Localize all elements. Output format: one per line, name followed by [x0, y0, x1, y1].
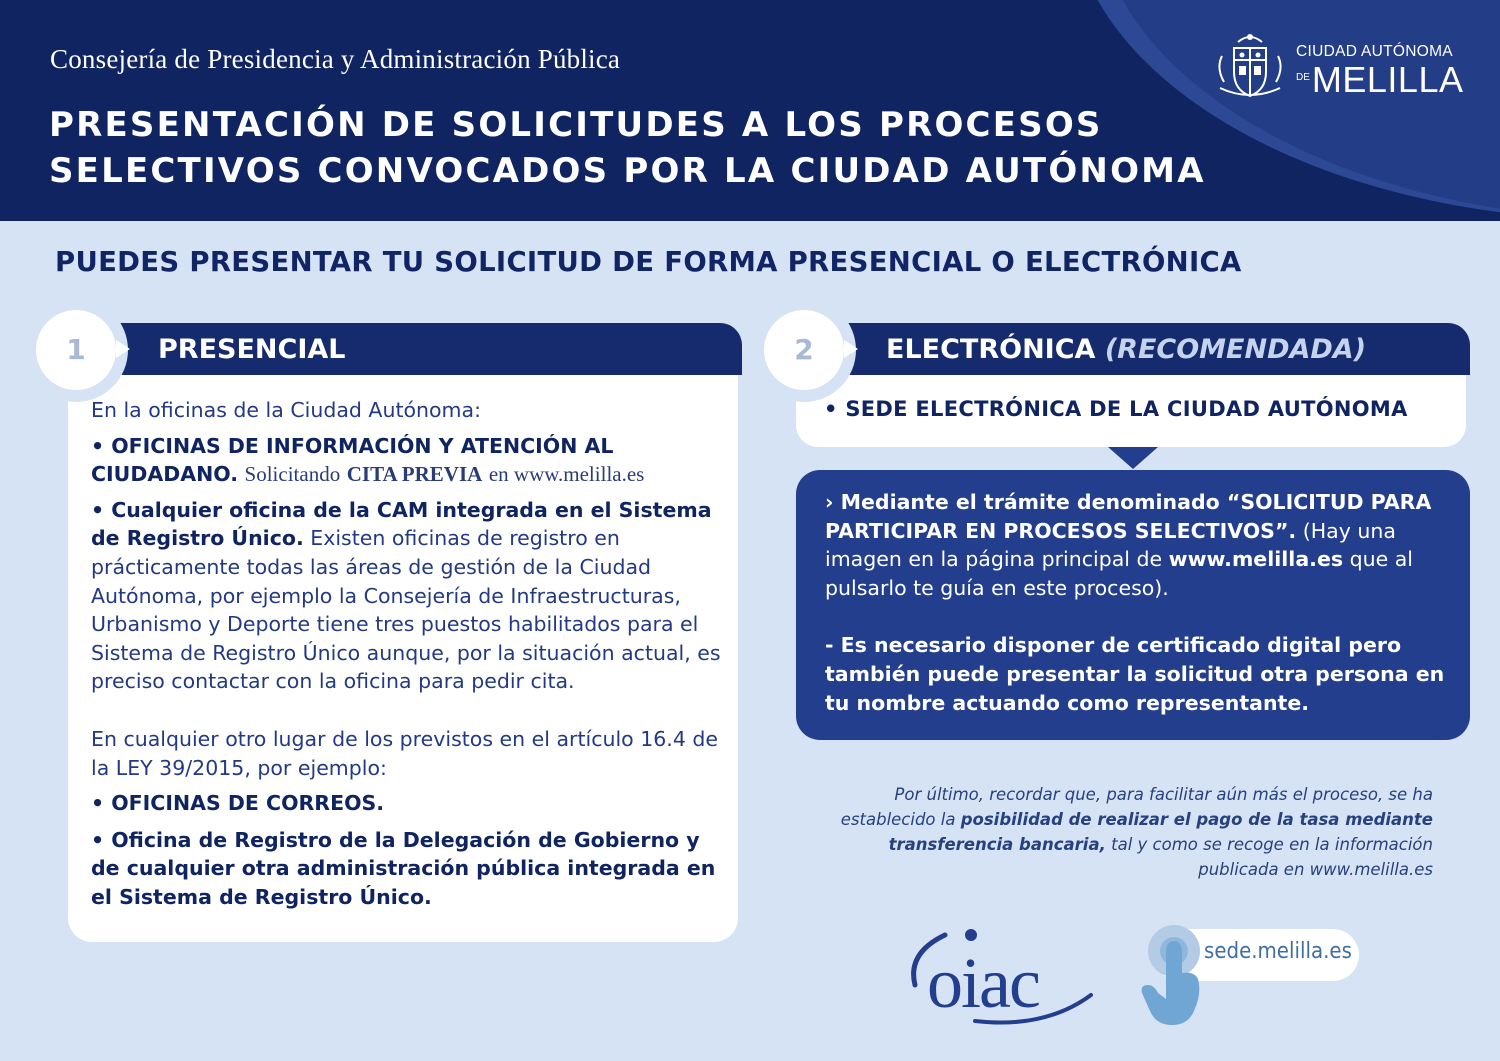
list-item: • OFICINAS DE CORREOS. [91, 791, 385, 816]
oiac-text: oiac [927, 943, 1039, 1023]
sede-melilla-badge [1132, 923, 1362, 1033]
department-name: Consejería de Presidencia y Administración Pública [50, 44, 621, 74]
title-line-1: PRESENTACIÓN DE SOLICITUDES A LOS PROCESOS [49, 105, 1103, 145]
step-number: 2 [794, 333, 814, 366]
presencial-content [91, 396, 731, 912]
tramite-content: › Mediante el trámite denominado “SOLICITUD PARA PARTICIPAR EN PROCESOS SELECTIVOS”. (Hay una imagen en la página principal de www.melilla.es que al pulsarlo te guía en este proceso). - Es necesario disponer de certificado digital pero también puede presentar la solicitud otra persona en tu nombre actuando como representante. [825, 490, 1445, 715]
header-banner [0, 0, 1500, 221]
list-item: • Oficina de Registro de la Delegación de Gobierno y de cualquier otra administración pública integrada en el Sistema de Registro Único. [91, 827, 716, 909]
oiac-logo [905, 925, 1095, 1025]
page-title [49, 102, 1206, 194]
title-line-2: SELECTIVOS CONVOCADOS POR LA CIUDAD AUTÓNOMA [49, 151, 1206, 191]
chevron-right-icon [844, 340, 858, 358]
pointer-triangle [1108, 447, 1158, 469]
other-places-text: En cualquier otro lugar de los previstos en el artículo 16.4 de la LEY 39/2015, por ejemplo: [91, 726, 719, 780]
presencial-heading: PRESENCIAL [158, 334, 346, 365]
section-subtitle: PUEDES PRESENTAR TU SOLICITUD DE FORMA PRESENCIAL O ELECTRÓNICA [55, 246, 1242, 278]
presencial-intro: En la oficinas de la Ciudad Autónoma: [91, 398, 482, 422]
hand-pointer-icon [1132, 923, 1212, 1033]
logo-text-ciudad: CIUDAD AUTÓNOMA [1296, 43, 1453, 60]
step-2-badge [752, 298, 856, 402]
melilla-link[interactable]: www.melilla.es [1168, 547, 1344, 572]
coat-of-arms-icon [1212, 28, 1288, 104]
electronica-heading: ELECTRÓNICA (RECOMENDADA) [886, 334, 1367, 365]
melilla-logo [1212, 28, 1462, 104]
chevron-right-icon [116, 340, 130, 358]
logo-text-melilla: $^{DE}$MELILLA [1296, 59, 1464, 100]
step-1-badge [24, 298, 128, 402]
list-item: • Cualquier oficina de la CAM integrada en el Sistema de Registro Único. Existen oficinas de registro en prácticamente todas las áreas de gestión de la Ciudad Autónoma, por ejemplo la Consejería de Infraestructuras, Urbanismo y Deporte tiene tres puestos habilitados para el Sistema de Registro Único aunque, por la situación actual, es preciso contactar con la oficina para pedir cita. [91, 497, 721, 694]
footnote: Por último, recordar que, para facilitar aún más el proceso, se ha establecido la posibilidad de realizar el pago de la tasa mediante transferencia bancaria, tal y como se recoge en la información publicada en www.melilla.es [840, 785, 1433, 879]
list-item: • OFICINAS DE INFORMACIÓN Y ATENCIÓN AL CIUDADANO. Solicitando CITA PREVIA en www.melilla.es [91, 433, 645, 487]
sede-electronica-label: • SEDE ELECTRÓNICA DE LA CIUDAD AUTÓNOMA [824, 397, 1408, 421]
step-number: 1 [66, 333, 86, 366]
sede-url-text: sede.melilla.es [1204, 939, 1352, 964]
